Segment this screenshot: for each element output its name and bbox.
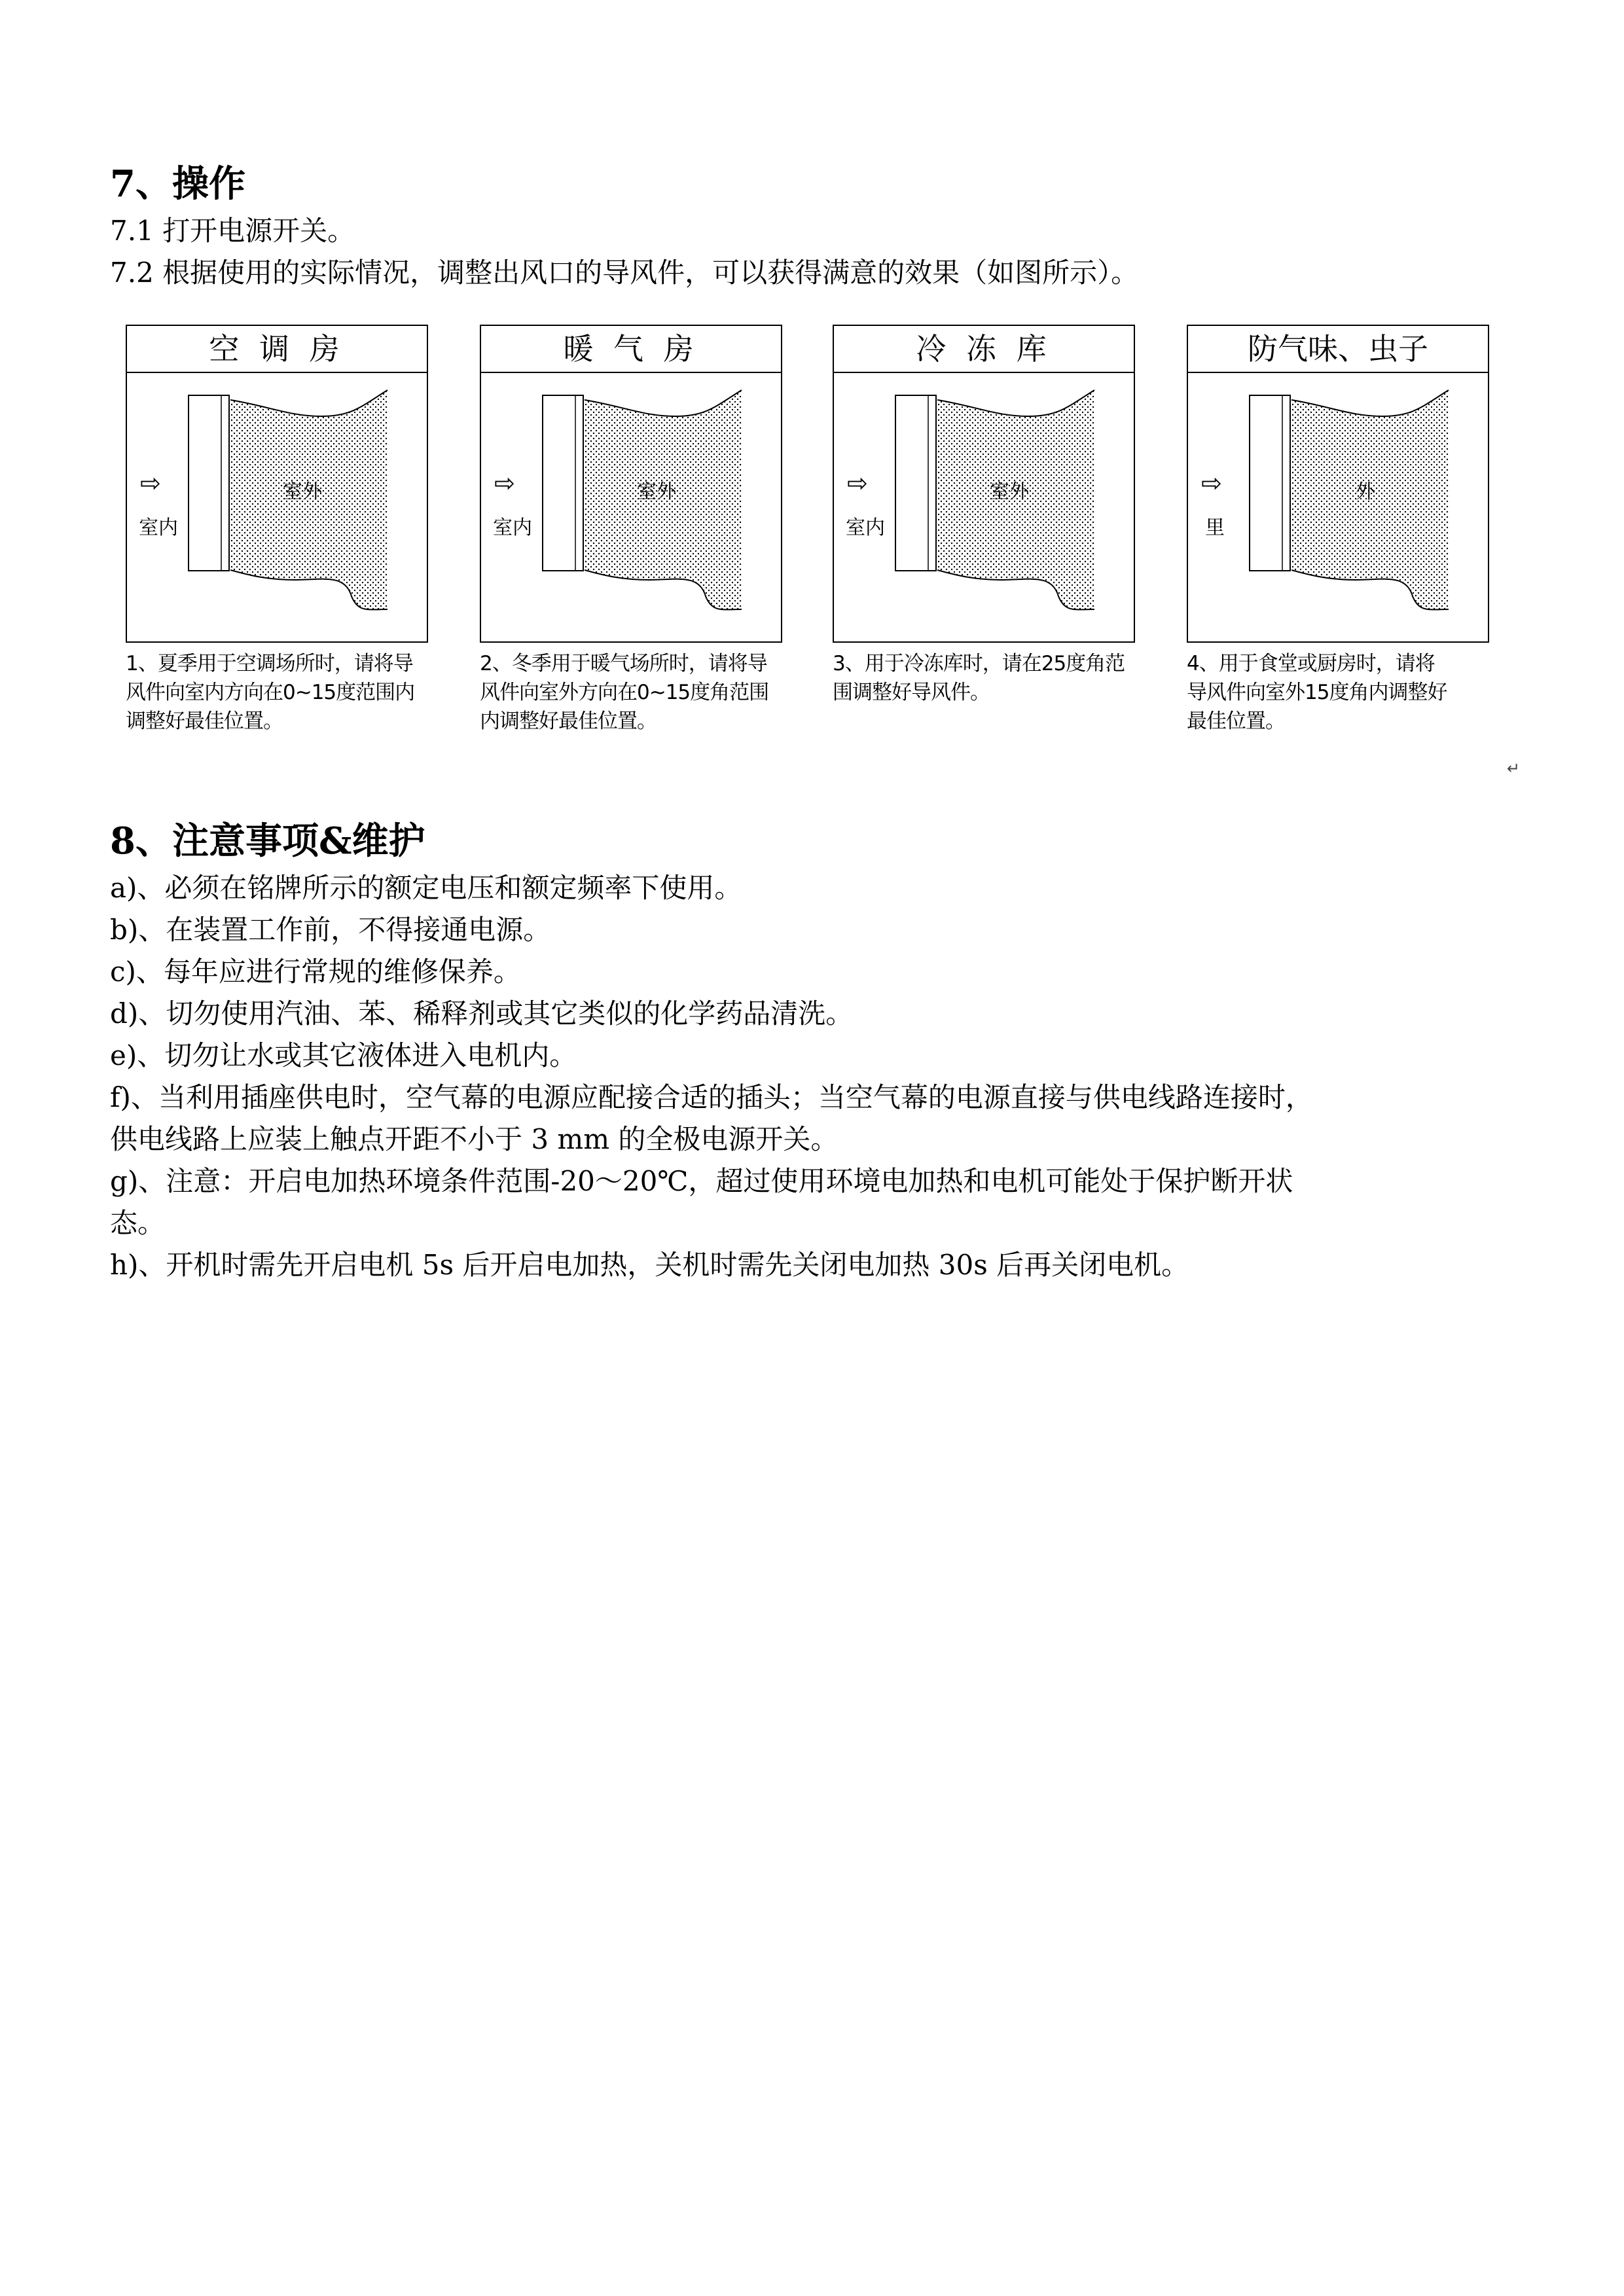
section-8-line-h: h)、开机时需先开启电机 5s 后开启电加热，关机时需先关闭电加热 30s 后再关闭电机。 [110,1249,1189,1281]
airflow-diagram [480,377,782,643]
section-7-line-1: 7.1 打开电源开关。 [110,215,355,247]
outside-label: 外 [1356,480,1375,503]
airflow-diagram [1187,377,1489,643]
caption-line: 最佳位置。 [1187,709,1285,733]
section-7-heading: 7、操作 [110,162,245,206]
section-8-line-d: d)、切勿使用汽油、苯、稀释剂或其它类似的化学药品清洗。 [110,997,854,1030]
caption-line: 风件向室外方向在0~15度角范围 [480,681,769,704]
figure-panel-2 [480,325,785,746]
figure-title: 防气味、虫子 [1188,326,1488,373]
figure-caption [833,649,1147,707]
outside-label: 室外 [990,480,1029,503]
caption-line: 围调整好导风件。 [833,681,990,704]
inside-label: 里 [1205,516,1225,539]
direction-arrow: ⇨ [140,469,161,497]
caption-line: 1、夏季用于空调场所时，请将导 [126,652,413,675]
section-8-line-f2: 供电线路上应装上触点开距不小于 3 mm 的全极电源开关。 [110,1123,839,1155]
inside-label: 室内 [139,516,178,539]
caption-line: 风件向室内方向在0~15度范围内 [126,681,415,704]
caption-line: 调整好最佳位置。 [126,709,283,733]
outside-label: 室外 [637,480,676,503]
airflow-diagram [833,377,1135,643]
figure-caption [1187,649,1501,736]
figure-title: 空 调 房 [127,326,427,373]
paragraph-mark-icon: ↵ [1507,759,1521,778]
figure-caption [126,649,440,736]
section-8-heading: 8、注意事项&维护 [110,819,425,863]
section-8-line-a: a)、必须在铭牌所示的额定电压和额定频率下使用。 [110,872,742,904]
air-curtain-unit [1250,395,1290,571]
section-8-line-g2: 态。 [110,1207,166,1239]
caption-line: 内调整好最佳位置。 [480,709,657,733]
caption-line: 2、冬季用于暖气场所时，请将导 [480,652,767,675]
section-7-line-2: 7.2 根据使用的实际情况，调整出风口的导风件，可以获得满意的效果（如图所示）。 [110,257,1139,289]
section-8-line-c: c)、每年应进行常规的维修保养。 [110,956,521,988]
direction-arrow: ⇨ [1201,469,1222,497]
figure-caption [480,649,794,736]
direction-arrow: ⇨ [494,469,515,497]
figure-panel-1 [126,325,431,746]
inside-label: 室内 [846,516,885,539]
inside-label: 室内 [493,516,532,539]
figure-title: 暖 气 房 [481,326,781,373]
figure-panel-3 [833,325,1138,746]
figure-title: 冷 冻 库 [834,326,1134,373]
caption-line: 4、用于食堂或厨房时，请将 [1187,652,1435,675]
section-8-line-g1: g)、注意：开启电加热环境条件范围-20～20℃，超过使用环境电加热和电机可能处于保护断开状 [110,1165,1293,1197]
figure-panel-4 [1187,325,1492,746]
outside-label: 室外 [283,480,322,503]
air-curtain-unit [543,395,583,571]
section-8-line-b: b)、在装置工作前，不得接通电源。 [110,914,551,946]
air-curtain-unit [189,395,229,571]
section-8-line-e: e)、切勿让水或其它液体进入电机内。 [110,1039,577,1071]
section-8-line-f1: f)、当利用插座供电时，空气幕的电源应配接合适的插头；当空气幕的电源直接与供电线路连接时， [110,1081,1313,1113]
air-curtain-unit [895,395,936,571]
caption-line: 3、用于冷冻库时，请在25度角范 [833,652,1125,675]
airflow-diagram [126,377,428,643]
caption-line: 导风件向室外15度角内调整好 [1187,681,1447,704]
direction-arrow: ⇨ [847,469,868,497]
